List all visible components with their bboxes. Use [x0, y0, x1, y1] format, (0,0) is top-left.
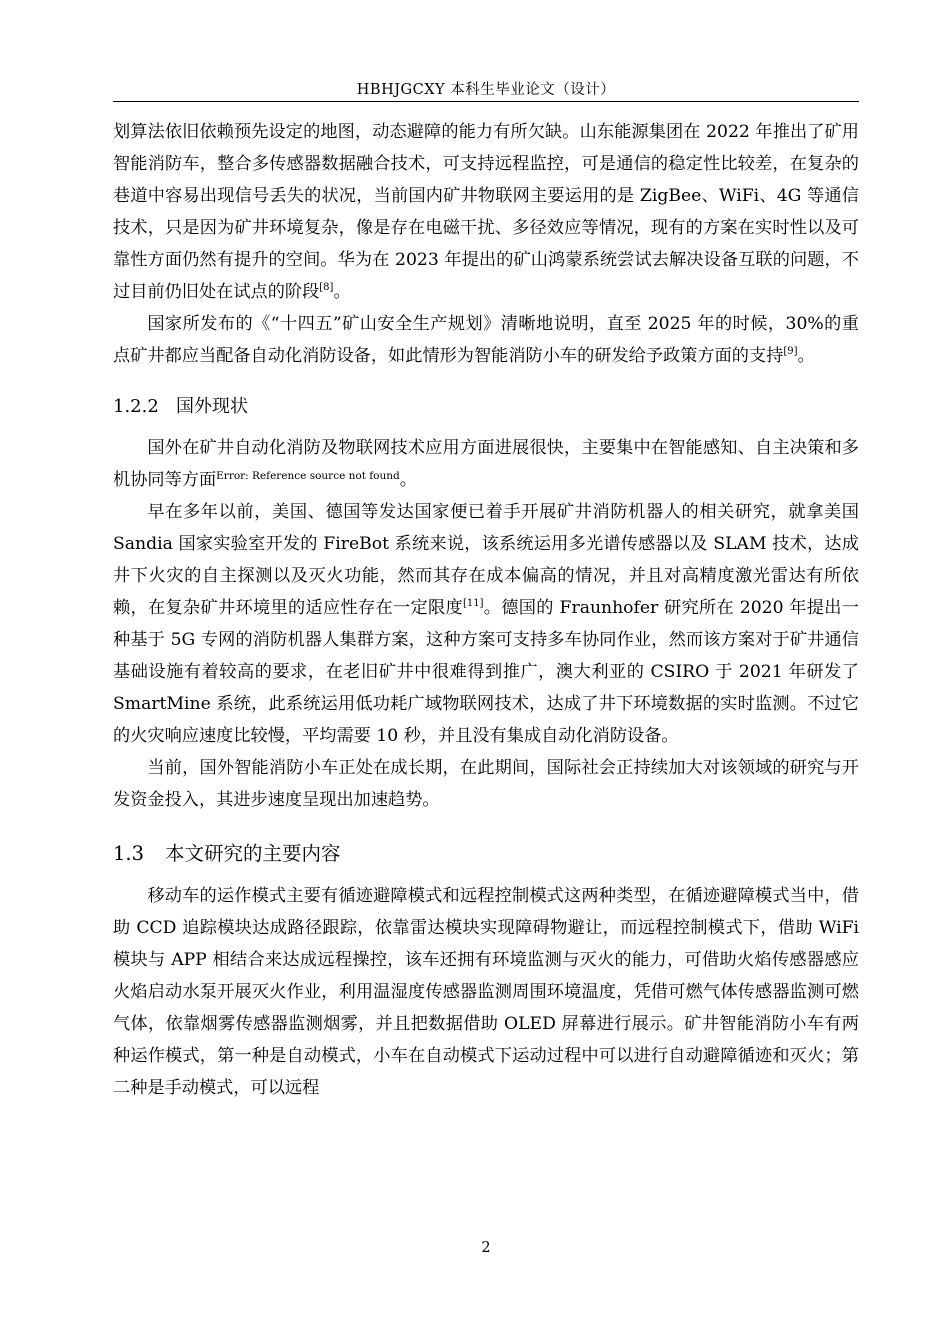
section-number: 1.3 [113, 842, 145, 865]
paragraph-end: 。 [399, 470, 417, 490]
paragraph-end: 。 [797, 346, 815, 366]
paragraph-foreign-summary [113, 752, 859, 816]
paragraph-text: 划算法依旧依赖预先设定的地图，动态避障的能力有所欠缺。山东能源集团在 2022 年推出了矿用智能消防车，整合多传感器数据融合技术，可支持远程监控，可是通信的稳定性比较差，在复杂的巷道中容易出现信号丢失的状况，当前国内矿井物联网主要运用的是 ZigBee、WiFi、4G 等通信技术，只是因为矿井环境复杂，像是存在电磁干扰、多径效应等情况，现有的方案在实时性以及可靠性方面仍然有提升的空间。华为在 2023 年提出的矿山鸿蒙系统尝试去解决设备互联的问题，不过目前仍旧处在试点的阶段 [113, 122, 859, 302]
section-number: 1.2.2 [113, 396, 159, 417]
citation-8: [8] [319, 282, 334, 293]
section-heading-1-3 [113, 838, 859, 870]
paragraph-text: 国外在矿井自动化消防及物联网技术应用方面进展很快，主要集中在智能感知、自主决策和多机协同等方面 [113, 438, 859, 490]
paragraph-policy [113, 308, 859, 372]
section-title: 本文研究的主要内容 [165, 842, 341, 865]
paragraph-text: 当前，国外智能消防小车正处在成长期，在此期间，国际社会正持续加大对该领域的研究与开发资金投入，其进步速度呈现出加速趋势。 [113, 758, 859, 810]
section-title: 国外现状 [176, 396, 248, 417]
reference-error: Error: Reference source not found [216, 470, 400, 482]
paragraph-text: 早在多年以前，美国、德国等发达国家便已着手开展矿井消防机器人的相关研究，就拿美国 Sandia 国家实验室开发的 FireBot 系统来说，该系统运用多光谱传感器以及 SLAM 技术，达成井下火灾的自主探测以及灭火功能，然而其存在成本偏高的情况，并且对高精度激光雷达有所依赖，在复杂矿井环境里的适应性存在一定限度 [113, 502, 859, 618]
paragraph-foreign-research [113, 496, 859, 752]
section-heading-1-2-2 [113, 391, 859, 423]
page-header: HBHJGCXY 本科生毕业论文（设计） [356, 82, 616, 98]
paragraph-text: 国家所发布的《“十四五”矿山安全生产规划》清晰地说明，直至 2025 年的时候，30%的重点矿井都应当配备自动化消防设备，如此情形为智能消防小车的研发给予政策方面的支持 [113, 314, 859, 366]
citation-9: [9] [783, 346, 798, 357]
paragraph-end: 。 [333, 282, 351, 302]
citation-11: [11] [462, 598, 484, 609]
page-body [113, 116, 859, 1104]
paragraph-main-content [113, 880, 859, 1104]
page-number: 2 [481, 1240, 491, 1256]
paragraph-text: 移动车的运作模式主要有循迹避障模式和远程控制模式这两种类型，在循迹避障模式当中，借助 CCD 追踪模块达成路径跟踪，依靠雷达模块实现障碍物避让，而远程控制模式下，借助 WiFi 模块与 APP 相结合来达成远程操控，该车还拥有环境监测与灭火的能力，可借助火焰传感器感应火焰启动水泵开展灭火作业，利用温湿度传感器监测周围环境温度，凭借可燃气体传感器监测可燃气体，依靠烟雾传感器监测烟雾，并且把数据借助 OLED 屏幕进行展示。矿井智能消防小车有两种运作模式，第一种是自动模式，小车在自动模式下运动过程中可以进行自动避障循迹和灭火；第二种是手动模式，可以远程 [113, 886, 859, 1098]
paragraph-text-continued: 。德国的 Fraunhofer 研究所在 2020 年提出一种基于 5G 专网的消防机器人集群方案，这种方案可支持多车协同作业，然而该方案对于矿井通信基础设施有着较高的要求，在老旧矿井中很难得到推广，澳大利亚的 CSIRO 于 2021 年研发了 SmartMine 系统，此系统运用低功耗广域物联网技术，达成了井下环境数据的实时监测。不过它的火灾响应速度比较慢，平均需要 10 秒，并且没有集成自动化消防设备。 [113, 598, 859, 746]
paragraph-foreign-intro [113, 432, 859, 496]
paragraph-domestic-continued [113, 116, 859, 308]
header-rule [113, 101, 859, 102]
